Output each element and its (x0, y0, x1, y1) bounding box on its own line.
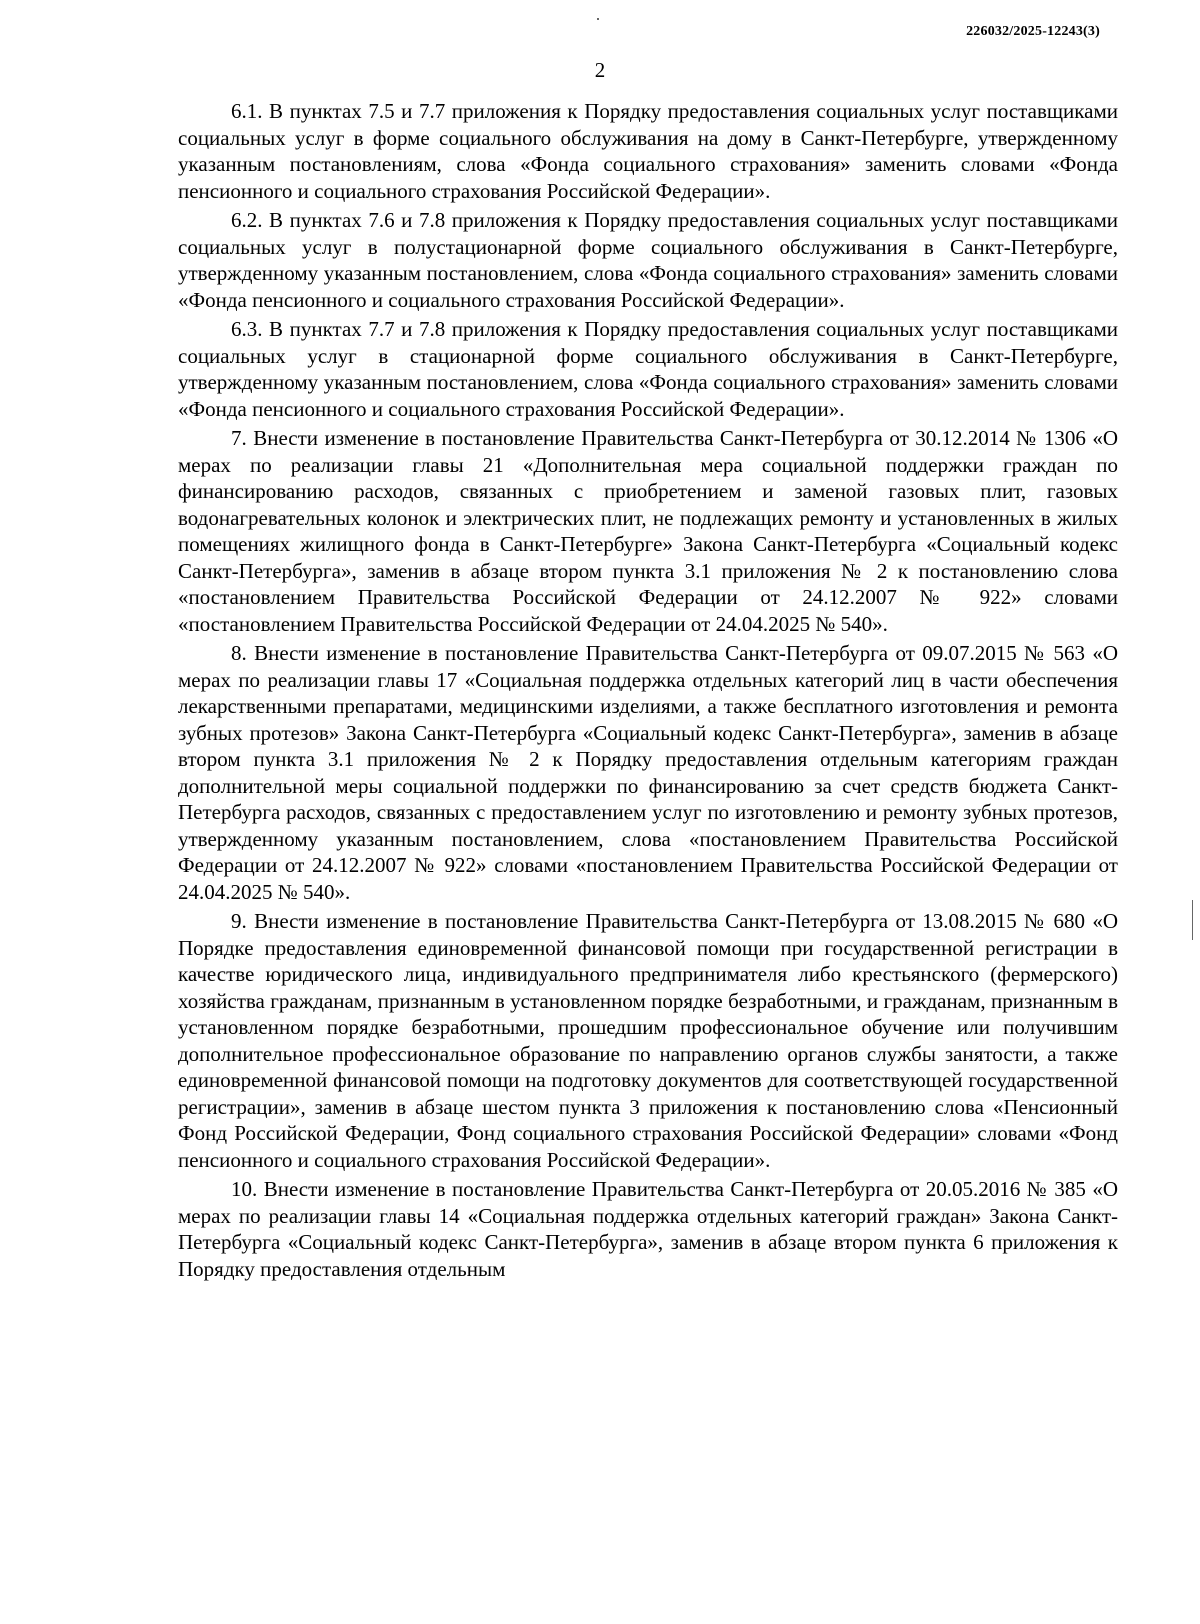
paragraph-6-1: 6.1. В пунктах 7.5 и 7.7 приложения к Порядку предоставления социальных услуг поставщиками социальных услуг в форме социального обслуживания на дому в Санкт-Петербурге, утвержденному указанным постановлениям, слова «Фонда социального страхования» заменить словами «Фонда пенсионного и социального страхования Российской Федерации». (178, 99, 1118, 203)
paragraph-8: 8. Внести изменение в постановление Правительства Санкт-Петербурга от 09.07.2015 № 563 «О мерах по реализации главы 17 «Социальная поддержка отдельных категорий лиц в части обеспечения лекарственными препаратами, медицинскими изделиями, а также бесплатного изготовления и ремонта зубных протезов» Закона Санкт-Петербурга «Социальный кодекс Санкт-Петербурга», заменив в абзаце втором пункта 3.1 приложения № 2 к Порядку предоставления отдельным категориям граждан дополнительной меры социальной поддержки по финансированию за счет средств бюджета Санкт-Петербурга расходов, связанных с предоставлением услуг по изготовлению и ремонту зубных протезов, утвержденному указанным постановлением, слова «постановлением Правительства Российской Федерации от 24.12.2007 № 922» словами «постановлением Правительства Российской Федерации от 24.04.2025 № 540». (178, 641, 1118, 904)
paragraph-7: 7. Внести изменение в постановление Правительства Санкт-Петербурга от 30.12.2014 № 1306 «О мерах по реализации главы 21 «Дополнительная мера социальной поддержки граждан по финансированию расходов, связанных с приобретением и заменой газовых плит, газовых водонагревательных колонок и электрических плит, не подлежащих ремонту и установленных в жилых помещениях жилищного фонда в Санкт-Петербурге» Закона Санкт-Петербурга «Социальный кодекс Санкт-Петербурга», заменив в абзаце втором пункта 3.1 приложения № 2 к постановлению слова «постановлением Правительства Российской Федерации от 24.12.2007 № 922» словами «постановлением Правительства Российской Федерации от 24.04.2025 № 540». (178, 426, 1118, 636)
document-body (178, 98, 1118, 1282)
page-number: 2 (594, 58, 606, 82)
paragraph-6-2: 6.2. В пунктах 7.6 и 7.8 приложения к Порядку предоставления социальных услуг поставщиками социальных услуг в полустационарной форме социального обслуживания в Санкт-Петербурге, утвержденному указанным постановлением, слова «Фонда социального страхования» заменить словами «Фонда пенсионного и социального страхования Российской Федерации». (178, 208, 1118, 312)
scan-artifact (1192, 900, 1193, 940)
paragraph-9: 9. Внести изменение в постановление Правительства Санкт-Петербурга от 13.08.2015 № 680 «О Порядке предоставления единовременной финансовой помощи при государственной регистрации в качестве юридического лица, индивидуального предпринимателя либо крестьянского (фермерского) хозяйства гражданам, признанным в установленном порядке безработными, и гражданам, признанным в установленном порядке безработными, прошедшим профессиональное обучение или получившим дополнительное профессиональное образование по направлению органов службы занятости, а также единовременной финансовой помощи на подготовку документов для соответствующей государственной регистрации», заменив в абзаце шестом пункта 3 приложения к постановлению слова «Пенсионный Фонд Российской Федерации, Фонд социального страхования Российской Федерации» словами «Фонд пенсионного и социального страхования Российской Федерации». (178, 909, 1118, 1172)
paragraph-6-3: 6.3. В пунктах 7.7 и 7.8 приложения к Порядку предоставления социальных услуг поставщиками социальных услуг в стационарной форме социального обслуживания в Санкт-Петербурге, утвержденному указанным постановлением, слова «Фонда социального страхования» заменить словами «Фонда пенсионного и социального страхования Российской Федерации». (178, 317, 1118, 421)
document-registration-number: 226032/2025-12243(3) (966, 24, 1100, 39)
scan-artifact (597, 18, 599, 20)
paragraph-10: 10. Внести изменение в постановление Правительства Санкт-Петербурга от 20.05.2016 № 385 «О мерах по реализации главы 14 «Социальная поддержка отдельных категорий граждан» Закона Санкт-Петербурга «Социальный кодекс Санкт-Петербурга», заменив в абзаце втором пункта 6 приложения к Порядку предоставления отдельным (178, 1177, 1118, 1281)
